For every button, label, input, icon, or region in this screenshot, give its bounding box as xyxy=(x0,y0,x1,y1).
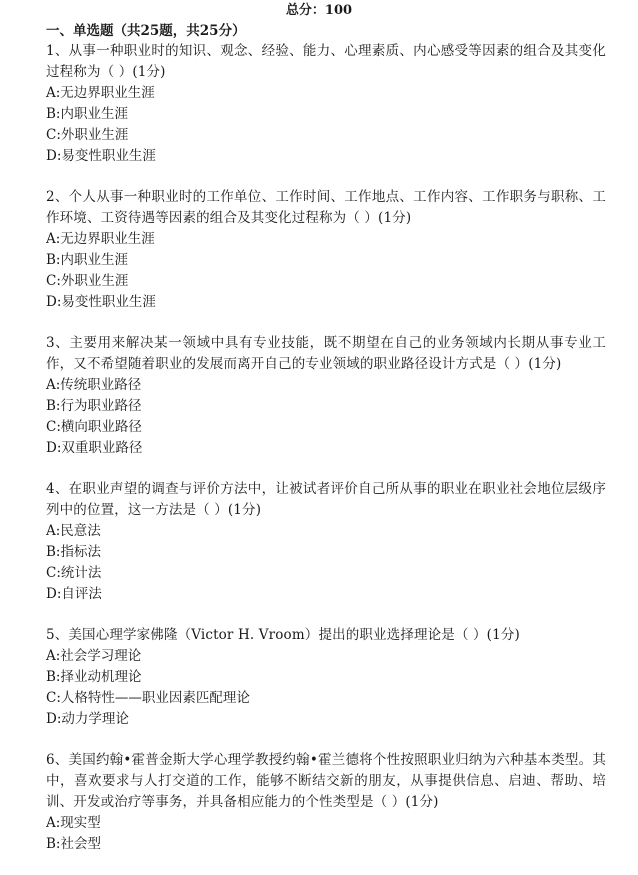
question-6 xyxy=(46,750,606,855)
option-c: C:外职业生涯 xyxy=(46,127,129,143)
option-d: D:自评法 xyxy=(46,586,102,602)
option-d: D:易变性职业生涯 xyxy=(46,148,156,164)
section-title: 一、单选题（共25题，共25分） xyxy=(46,23,246,39)
option-c: C:统计法 xyxy=(46,565,102,581)
option-b: B:择业动机理论 xyxy=(46,669,142,685)
total-score: 总分：100 xyxy=(285,3,353,18)
option-d: D:动力学理论 xyxy=(46,711,129,727)
option-c: C:外职业生涯 xyxy=(46,273,129,289)
option-b: B:社会型 xyxy=(46,836,101,852)
option-d: D:易变性职业生涯 xyxy=(46,294,156,310)
option-b: B:指标法 xyxy=(46,544,101,560)
option-d: D:双重职业路径 xyxy=(46,440,143,456)
option-c: C:横向职业路径 xyxy=(46,419,142,435)
option-a: A:现实型 xyxy=(46,815,101,831)
question-1 xyxy=(46,41,606,167)
option-a: A:传统职业路径 xyxy=(46,377,142,393)
option-a: A:社会学习理论 xyxy=(46,648,142,664)
option-a: A:无边界职业生涯 xyxy=(46,85,155,101)
option-b: B:行为职业路径 xyxy=(46,398,142,414)
option-b: B:内职业生涯 xyxy=(46,252,128,268)
question-stem: 6、美国约翰•霍普金斯大学心理学教授约翰•霍兰德将个性按照职业归纳为六种基本类型。其中，喜欢要求与人打交道的工作，能够不断结交新的朋友，从事提供信息、启迪、帮助、培训、开发或治疗等事务，并具备相应能力的个性类型是（ ）(1分) xyxy=(46,752,606,810)
option-b: B:内职业生涯 xyxy=(46,106,128,122)
question-stem: 3、主要用来解决某一领域中具有专业技能，既不期望在自己的业务领域内长期从事专业工作，又不希望随着职业的发展而离开自己的专业领域的职业路径设计方式是（ ）(1分) xyxy=(46,335,606,372)
question-4 xyxy=(46,479,606,605)
question-2 xyxy=(46,187,606,313)
question-list xyxy=(46,41,606,875)
question-stem: 1、从事一种职业时的知识、观念、经验、能力、心理素质、内心感受等因素的组合及其变化过程称为（ ）(1分) xyxy=(46,43,606,80)
option-c: C:人格特性——职业因素匹配理论 xyxy=(46,690,250,706)
question-stem: 4、在职业声望的调查与评价方法中，让被试者评价自己所从事的职业在职业社会地位层级序列中的位置，这一方法是（ ）(1分) xyxy=(46,481,606,518)
question-3 xyxy=(46,333,606,459)
option-a: A:无边界职业生涯 xyxy=(46,231,155,247)
question-stem: 5、美国心理学家佛隆（Victor H. Vroom）提出的职业选择理论是（ ）(1分) xyxy=(46,627,520,643)
option-a: A:民意法 xyxy=(46,523,101,539)
question-5 xyxy=(46,625,606,730)
question-stem: 2、个人从事一种职业时的工作单位、工作时间、工作地点、工作内容、工作职务与职称、工作环境、工资待遇等因素的组合及其变化过程称为（ ）(1分) xyxy=(46,189,606,226)
